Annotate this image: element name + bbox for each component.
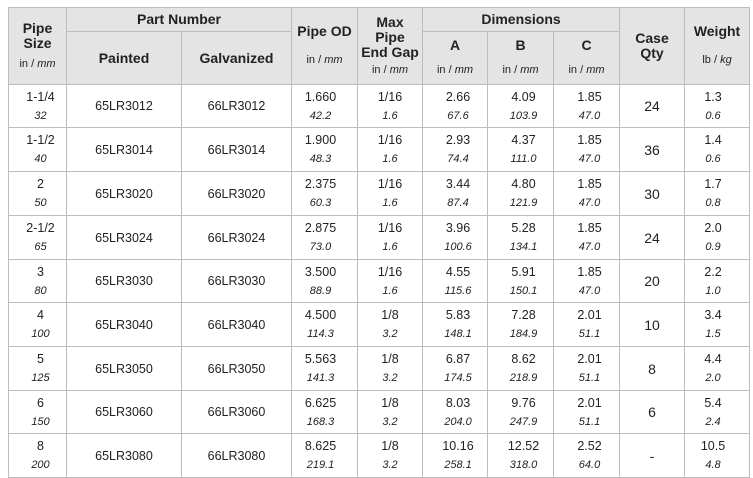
table-row (9, 85, 750, 128)
cell-dim-a (423, 303, 488, 347)
b-in: 7.28 (511, 308, 536, 322)
cell-weight (685, 347, 750, 391)
gap-mm: 3.2 (382, 459, 398, 471)
a-mm: 87.4 (447, 197, 469, 209)
cell-gap (358, 128, 423, 172)
size-mm: 32 (34, 109, 47, 122)
cell-galvanized: 66LR3020 (182, 172, 292, 216)
header-weight (685, 8, 750, 85)
a-in: 6.87 (445, 352, 471, 366)
cell-dim-b (488, 216, 554, 260)
header-max-gap-line2: Pipe (375, 28, 405, 45)
weight-kg: 0.6 (705, 153, 721, 165)
cell-od (292, 128, 358, 172)
table-body (9, 85, 750, 478)
gap-in: 1/16 (377, 89, 403, 104)
cell-dim-b (488, 391, 554, 434)
table-row (9, 216, 750, 260)
c-mm: 47.0 (578, 241, 601, 253)
b-mm: 218.9 (509, 372, 538, 384)
c-in: 1.85 (577, 89, 602, 104)
weight-lb: 3.4 (704, 308, 722, 322)
cell-dim-a (423, 434, 488, 478)
unit-sep: / (511, 64, 521, 76)
cell-dim-c (554, 434, 620, 478)
table-row (9, 303, 750, 347)
a-mm: 67.6 (447, 109, 469, 122)
cell-painted: 65LR3024 (67, 216, 182, 260)
cell-galvanized: 66LR3050 (182, 347, 292, 391)
cell-painted: 65LR3030 (67, 260, 182, 303)
unit-mm: mm (324, 54, 343, 66)
cell-od (292, 216, 358, 260)
cell-dim-b (488, 260, 554, 303)
weight-lb: 10.5 (700, 439, 726, 453)
od-mm: 114.3 (307, 328, 334, 340)
cell-od (292, 172, 358, 216)
cell-weight (685, 128, 750, 172)
cell-case-qty: 24 (620, 216, 685, 260)
cell-dim-b (488, 128, 554, 172)
unit-mm: mm (37, 57, 56, 70)
a-mm: 148.1 (444, 328, 472, 340)
header-painted: Painted (67, 32, 182, 85)
header-weight-label: Weight (693, 23, 741, 39)
c-mm: 47.0 (578, 109, 601, 122)
cell-gap (358, 434, 423, 478)
size-in: 8 (37, 439, 44, 453)
unit-in: in (502, 64, 512, 76)
header-dim-a-label: A (449, 37, 461, 53)
unit-mm: mm (454, 64, 474, 76)
unit-mm: mm (520, 64, 539, 76)
gap-mm: 1.6 (382, 284, 398, 297)
b-mm: 184.9 (509, 328, 538, 340)
header-dim-a-unit (423, 63, 487, 78)
c-in: 2.01 (577, 352, 602, 366)
cell-size (9, 391, 67, 434)
cell-weight (685, 216, 750, 260)
table-row (9, 391, 750, 434)
cell-size (9, 85, 67, 128)
c-in: 1.85 (577, 221, 602, 235)
cell-galvanized: 66LR3024 (182, 216, 292, 260)
od-in: 3.500 (304, 264, 337, 279)
header-dim-c-unit (554, 63, 619, 78)
size-in: 2-1/2 (26, 221, 55, 235)
cell-dim-b (488, 303, 554, 347)
header-max-gap-unit (358, 63, 422, 78)
cell-dim-a (423, 128, 488, 172)
header-dimensions: Dimensions (423, 8, 620, 32)
cell-dim-a (423, 85, 488, 128)
table-row (9, 128, 750, 172)
unit-in: in (436, 64, 446, 76)
a-mm: 115.6 (444, 284, 472, 297)
od-mm: 73.0 (309, 241, 332, 253)
table-row (9, 347, 750, 391)
size-in: 1-1/2 (26, 133, 55, 147)
table-row (9, 434, 750, 478)
od-in: 8.625 (304, 439, 337, 453)
cell-dim-a (423, 391, 488, 434)
cell-gap (358, 347, 423, 391)
table-row (9, 260, 750, 303)
size-in: 1-1/4 (26, 89, 55, 104)
cell-painted: 65LR3050 (67, 347, 182, 391)
header-dim-b-label: B (515, 37, 526, 53)
a-mm: 174.5 (444, 372, 472, 384)
od-mm: 42.2 (309, 109, 332, 122)
od-in: 2.875 (304, 221, 337, 235)
cell-dim-c (554, 303, 620, 347)
header-max-gap-line3: End Gap (361, 43, 419, 60)
cell-dim-a (423, 216, 488, 260)
a-mm: 204.0 (444, 415, 472, 428)
cell-od (292, 434, 358, 478)
weight-kg: 0.6 (705, 109, 721, 122)
cell-galvanized: 66LR3060 (182, 391, 292, 434)
od-in: 1.900 (304, 133, 337, 147)
cell-weight (685, 85, 750, 128)
cell-dim-a (423, 172, 488, 216)
cell-size (9, 172, 67, 216)
gap-mm: 1.6 (382, 241, 398, 253)
gap-in: 1/16 (377, 133, 403, 147)
gap-in: 1/8 (381, 308, 399, 322)
cell-dim-c (554, 128, 620, 172)
a-mm: 258.1 (444, 459, 472, 471)
cell-galvanized: 66LR3014 (182, 128, 292, 172)
b-in: 8.62 (511, 352, 536, 366)
cell-gap (358, 85, 423, 128)
cell-dim-b (488, 434, 554, 478)
c-mm: 47.0 (578, 197, 601, 209)
unit-in: in (568, 64, 578, 76)
unit-in: in (19, 57, 29, 70)
cell-od (292, 85, 358, 128)
od-mm: 141.3 (306, 372, 335, 384)
header-pipe-od-label: Pipe OD (297, 23, 352, 39)
size-mm: 80 (34, 284, 47, 297)
cell-painted: 65LR3020 (67, 172, 182, 216)
cell-painted: 65LR3080 (67, 434, 182, 478)
od-mm: 219.1 (306, 459, 335, 471)
cell-dim-a (423, 260, 488, 303)
table-row (9, 172, 750, 216)
b-mm: 247.9 (509, 415, 538, 428)
weight-lb: 1.3 (704, 89, 722, 104)
cell-weight (685, 260, 750, 303)
weight-kg: 1.5 (705, 328, 721, 340)
b-mm: 318.0 (509, 459, 538, 471)
cell-case-qty: 8 (620, 347, 685, 391)
weight-lb: 1.4 (704, 133, 722, 147)
cell-od (292, 347, 358, 391)
cell-dim-b (488, 172, 554, 216)
gap-mm: 1.6 (382, 109, 398, 122)
header-case-qty (620, 8, 685, 85)
cell-gap (358, 260, 423, 303)
unit-kg: kg (720, 54, 732, 66)
size-mm: 40 (34, 153, 47, 165)
cell-dim-c (554, 216, 620, 260)
weight-lb: 5.4 (704, 395, 722, 410)
c-mm: 51.1 (578, 328, 601, 340)
weight-lb: 2.2 (704, 264, 722, 279)
a-mm: 100.6 (444, 241, 472, 253)
od-mm: 60.3 (309, 197, 332, 209)
size-in: 4 (37, 308, 44, 322)
od-in: 2.375 (304, 177, 337, 191)
a-in: 8.03 (445, 395, 471, 410)
c-mm: 51.1 (578, 372, 601, 384)
gap-in: 1/8 (381, 439, 399, 453)
spec-table (8, 7, 750, 478)
a-mm: 74.4 (447, 153, 469, 165)
cell-size (9, 347, 67, 391)
unit-sep: / (710, 54, 721, 66)
header-dim-a (423, 32, 488, 85)
cell-dim-c (554, 391, 620, 434)
weight-lb: 1.7 (704, 177, 722, 191)
cell-case-qty: 6 (620, 391, 685, 434)
cell-od (292, 260, 358, 303)
cell-dim-c (554, 85, 620, 128)
size-in: 3 (37, 264, 44, 279)
b-mm: 103.9 (509, 109, 538, 122)
b-in: 4.37 (511, 133, 536, 147)
cell-painted: 65LR3014 (67, 128, 182, 172)
cell-weight (685, 303, 750, 347)
header-dim-c (554, 32, 620, 85)
gap-in: 1/16 (377, 177, 403, 191)
cell-dim-c (554, 172, 620, 216)
gap-in: 1/8 (381, 395, 399, 410)
cell-galvanized: 66LR3030 (182, 260, 292, 303)
c-mm: 51.1 (578, 415, 601, 428)
c-mm: 47.0 (578, 153, 601, 165)
cell-gap (358, 303, 423, 347)
cell-size (9, 434, 67, 478)
c-mm: 47.0 (578, 284, 601, 297)
cell-galvanized: 66LR3080 (182, 434, 292, 478)
cell-weight (685, 434, 750, 478)
c-in: 2.52 (577, 439, 602, 453)
cell-dim-a (423, 347, 488, 391)
size-mm: 125 (31, 372, 50, 384)
unit-sep: / (28, 57, 38, 70)
b-in: 4.09 (511, 89, 536, 104)
cell-case-qty: 10 (620, 303, 685, 347)
unit-mm: mm (389, 63, 409, 76)
c-in: 1.85 (577, 133, 602, 147)
od-in: 6.625 (304, 395, 337, 410)
cell-painted: 65LR3060 (67, 391, 182, 434)
od-in: 1.660 (304, 89, 337, 104)
c-in: 1.85 (577, 177, 602, 191)
gap-mm: 3.2 (382, 328, 398, 340)
a-in: 3.96 (445, 221, 471, 235)
b-mm: 134.1 (509, 241, 538, 253)
c-in: 2.01 (577, 308, 602, 322)
cell-case-qty: 36 (620, 128, 685, 172)
unit-sep: / (577, 64, 587, 76)
gap-mm: 1.6 (382, 197, 398, 209)
header-dim-b-unit (488, 63, 553, 78)
header-dim-c-label: C (581, 37, 592, 53)
size-mm: 100 (31, 328, 50, 340)
header-pipe-od-unit (292, 53, 357, 68)
size-mm: 150 (31, 415, 50, 428)
header-max-gap (358, 8, 423, 85)
od-in: 5.563 (304, 352, 337, 366)
table-header (9, 8, 750, 85)
weight-kg: 1.0 (705, 284, 721, 297)
a-in: 5.83 (445, 308, 471, 322)
cell-od (292, 303, 358, 347)
od-mm: 88.9 (309, 284, 332, 297)
cell-case-qty: 24 (620, 85, 685, 128)
c-in: 1.85 (577, 264, 602, 279)
unit-in: in (371, 63, 381, 76)
od-in: 4.500 (304, 308, 337, 322)
unit-in: in (306, 54, 316, 66)
c-mm: 64.0 (578, 459, 601, 471)
cell-case-qty: 20 (620, 260, 685, 303)
size-in: 5 (37, 352, 44, 366)
size-in: 2 (37, 177, 44, 191)
cell-painted: 65LR3012 (67, 85, 182, 128)
header-dim-b (488, 32, 554, 85)
header-case-qty-label: Case Qty (635, 30, 669, 61)
header-part-number: Part Number (67, 8, 292, 32)
size-mm: 200 (31, 459, 50, 471)
cell-painted: 65LR3040 (67, 303, 182, 347)
unit-lb: lb (702, 54, 711, 66)
cell-galvanized: 66LR3040 (182, 303, 292, 347)
cell-case-qty: 30 (620, 172, 685, 216)
b-in: 9.76 (511, 395, 536, 410)
weight-kg: 2.0 (705, 372, 721, 384)
header-pipe-od (292, 8, 358, 85)
c-in: 2.01 (577, 395, 602, 410)
b-mm: 121.9 (509, 197, 538, 209)
cell-gap (358, 391, 423, 434)
cell-size (9, 216, 67, 260)
cell-weight (685, 172, 750, 216)
cell-size (9, 303, 67, 347)
od-mm: 168.3 (306, 415, 335, 428)
b-mm: 150.1 (509, 284, 538, 297)
b-in: 12.52 (507, 439, 540, 453)
cell-dim-c (554, 260, 620, 303)
unit-sep: / (445, 64, 455, 76)
size-mm: 65 (34, 241, 47, 253)
a-in: 3.44 (445, 177, 471, 191)
gap-mm: 3.2 (382, 415, 398, 428)
gap-in: 1/8 (381, 352, 399, 366)
od-mm: 48.3 (309, 153, 332, 165)
gap-mm: 1.6 (382, 153, 398, 165)
weight-lb: 2.0 (704, 221, 722, 235)
cell-dim-b (488, 347, 554, 391)
cell-gap (358, 216, 423, 260)
header-pipe-size-label: Pipe Size (22, 19, 53, 51)
gap-in: 1/16 (377, 264, 403, 279)
a-in: 2.66 (445, 89, 471, 104)
gap-mm: 3.2 (382, 372, 398, 384)
b-mm: 111.0 (510, 153, 537, 165)
cell-size (9, 260, 67, 303)
size-mm: 50 (34, 197, 47, 209)
gap-in: 1/16 (377, 221, 403, 235)
header-galvanized: Galvanized (182, 32, 292, 85)
cell-weight (685, 391, 750, 434)
cell-dim-c (554, 347, 620, 391)
b-in: 4.80 (511, 177, 536, 191)
cell-galvanized: 66LR3012 (182, 85, 292, 128)
unit-sep: / (380, 63, 390, 76)
header-max-gap-line1: Max (376, 13, 404, 30)
header-weight-unit (685, 53, 749, 68)
cell-size (9, 128, 67, 172)
b-in: 5.91 (511, 264, 536, 279)
header-pipe-size-unit (9, 57, 66, 72)
weight-kg: 2.4 (705, 415, 721, 428)
a-in: 2.93 (445, 133, 471, 147)
weight-kg: 0.8 (705, 197, 721, 209)
a-in: 10.16 (442, 439, 474, 453)
header-pipe-size (9, 8, 67, 85)
weight-lb: 4.4 (704, 352, 722, 366)
cell-gap (358, 172, 423, 216)
cell-od (292, 391, 358, 434)
cell-case-qty: - (620, 434, 685, 478)
weight-kg: 4.8 (705, 459, 721, 471)
unit-sep: / (315, 54, 325, 66)
b-in: 5.28 (511, 221, 536, 235)
size-in: 6 (37, 395, 44, 410)
cell-dim-b (488, 85, 554, 128)
a-in: 4.55 (445, 264, 471, 279)
unit-mm: mm (586, 64, 605, 76)
weight-kg: 0.9 (705, 241, 721, 253)
